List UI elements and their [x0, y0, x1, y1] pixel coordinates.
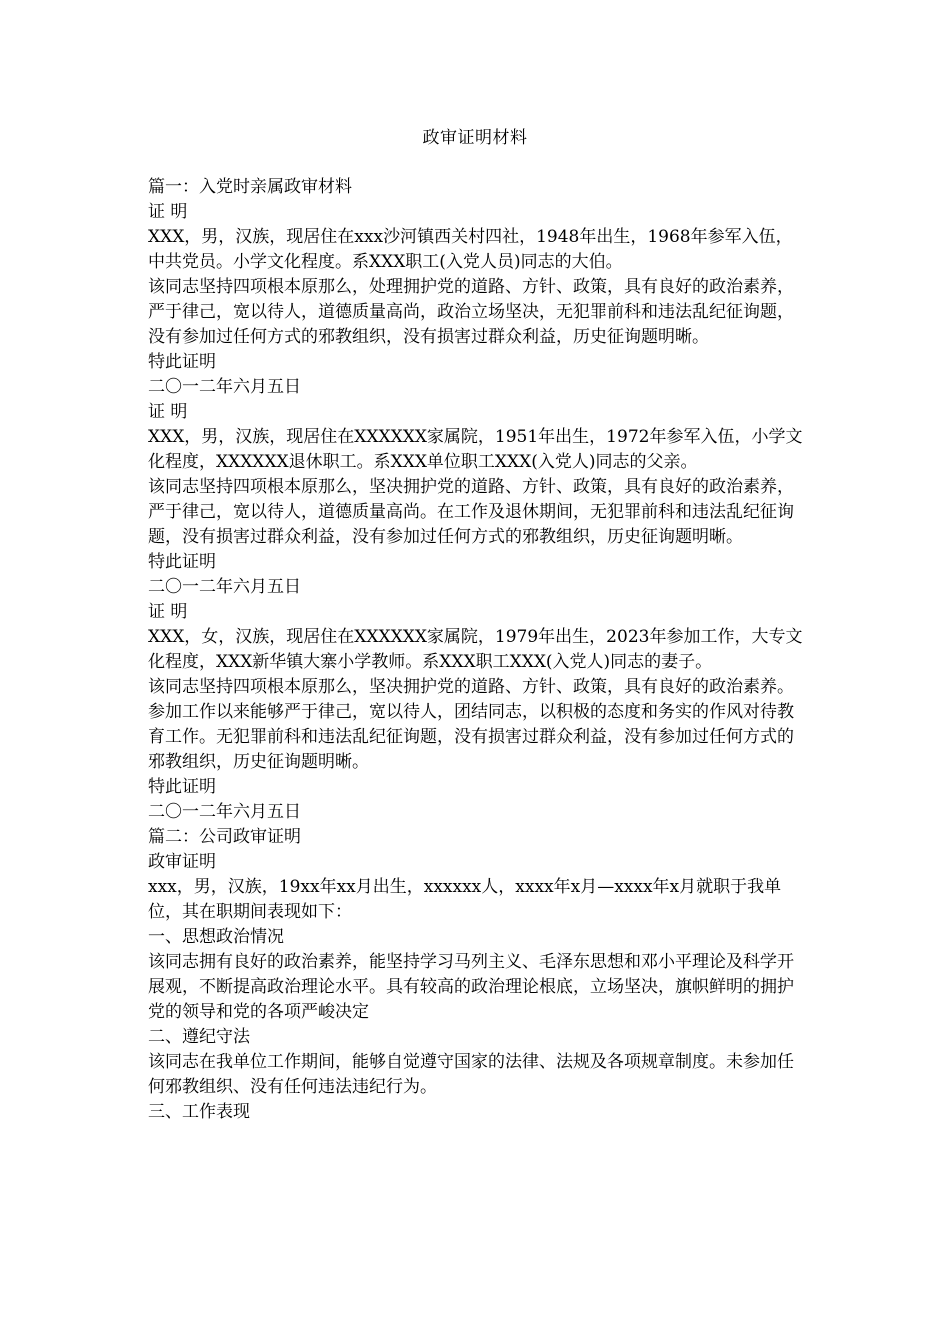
body-paragraph: xxx，男，汉族，19xx年xx月出生，xxxxxx人，xxxx年x月—xxxx年x月就职于我单位，其在职期间表现如下：: [148, 877, 782, 922]
body-paragraph: XXX，女，汉族，现居住在XXXXXX家属院，1979年出生，2023年参加工作，大专文化程度，XXX新华镇大寨小学教师。系XXX职工XXX(入党人)同志的妻子。: [148, 627, 803, 672]
closing-line: 特此证明: [148, 777, 216, 797]
certificate-heading: 证 明: [148, 402, 188, 422]
body-paragraph: XXX，男，汉族，现居住在XXXXXX家属院，1951年出生，1972年参军入伍，小学文化程度，XXXXXX退休职工。系XXX单位职工XXX(入党人)同志的父亲。: [148, 427, 803, 472]
closing-line: 特此证明: [148, 552, 216, 572]
section-heading: 篇二：公司政审证明: [148, 827, 301, 847]
body-paragraph: 该同志在我单位工作期间，能够自觉遵守国家的法律、法规及各项规章制度。未参加任何邪教组织、没有任何违法违纪行为。: [148, 1052, 794, 1097]
certificate-heading: 政审证明: [148, 852, 216, 872]
document-title: 政审证明材料: [422, 128, 528, 148]
subsection-heading: 二、遵纪守法: [148, 1027, 250, 1047]
subsection-heading: 三、工作表现: [148, 1102, 250, 1122]
closing-line: 特此证明: [148, 352, 216, 372]
subsection-heading: 一、思想政治情况: [148, 927, 284, 947]
body-paragraph: 该同志坚持四项根本原那么，处理拥护党的道路、方针、政策，具有良好的政治素养，严于律己，宽以待人，道德质量高尚，政治立场坚决，无犯罪前科和违法乱纪征询题，没有参加过任何方式的邪教组织，没有损害过群众利益，历史征询题明晰。: [148, 277, 794, 347]
body-paragraph: 该同志坚持四项根本原那么，坚决拥护党的道路、方针、政策，具有良好的政治素养，严于律己，宽以待人，道德质量高尚。在工作及退休期间，无犯罪前科和违法乱纪征询题，没有损害过群众利益，没有参加过任何方式的邪教组织，历史征询题明晰。: [148, 477, 794, 547]
body-paragraph: 该同志拥有良好的政治素养，能坚持学习马列主义、毛泽东思想和邓小平理论及科学开展观，不断提高政治理论水平。具有较高的政治理论根底，立场坚决，旗帜鲜明的拥护党的领导和党的各项严峻决定: [148, 952, 794, 1022]
body-paragraph: XXX，男，汉族，现居住在xxx沙河镇西关村四社，1948年出生，1968年参军入伍，中共党员。小学文化程度。系XXX职工(入党人员)同志的大伯。: [148, 227, 793, 272]
certificate-heading: 证 明: [148, 602, 188, 622]
section-heading: 篇一：入党时亲属政审材料: [148, 177, 352, 197]
date-line: 二〇一二年六月五日: [148, 377, 301, 397]
certificate-heading: 证 明: [148, 202, 188, 222]
date-line: 二〇一二年六月五日: [148, 802, 301, 822]
body-paragraph: 该同志坚持四项根本原那么，坚决拥护党的道路、方针、政策，具有良好的政治素养。参加工作以来能够严于律己，宽以待人，团结同志，以积极的态度和务实的作风对待教育工作。无犯罪前科和违法乱纪征询题，没有损害过群众利益，没有参加过任何方式的邪教组织，历史征询题明晰。: [148, 677, 794, 772]
document-body: [148, 175, 803, 1125]
date-line: 二〇一二年六月五日: [148, 577, 301, 597]
